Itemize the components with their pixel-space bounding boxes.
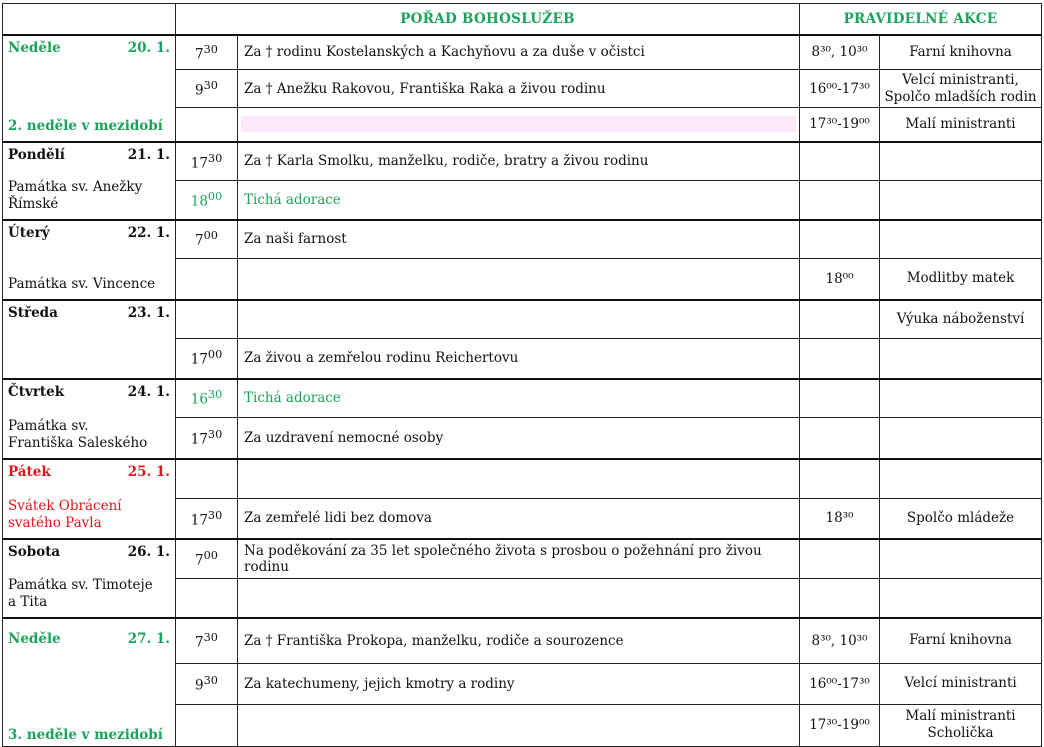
table-row	[3, 300, 1042, 339]
day-cell-tuesday	[3, 220, 176, 300]
event-time	[800, 142, 880, 181]
schedule-table	[2, 3, 1042, 747]
event-name	[880, 459, 1042, 499]
header-row	[3, 4, 1042, 35]
day-cell-monday	[3, 142, 176, 220]
table-row	[3, 142, 1042, 181]
day-name: Sobota	[8, 543, 61, 560]
mass-intention: Za katechumeny, jejich kmotry a rodiny	[238, 664, 800, 705]
day-name: Čtvrtek	[8, 383, 65, 400]
mass-intention	[238, 107, 800, 141]
event-time	[800, 379, 880, 418]
mass-time: $9^{30}$	[176, 664, 238, 705]
event-time: 8³⁰, 10³⁰	[800, 618, 880, 664]
table-row	[3, 220, 1042, 259]
day-note: Památka sv. Timoteje a Tita	[8, 576, 153, 610]
event-time	[800, 338, 880, 378]
day-date: 22. 1.	[127, 224, 170, 241]
day-cell-wednesday	[3, 300, 176, 379]
mass-time: $17^{00}$	[176, 338, 238, 378]
event-name	[880, 579, 1042, 618]
day-cell-sunday-20	[3, 35, 176, 142]
mass-intention: Tichá adorace	[238, 181, 800, 220]
event-name	[880, 142, 1042, 181]
day-name: Středa	[8, 304, 58, 321]
event-time	[800, 220, 880, 259]
mass-intention: Na poděkování za 35 let společného života s prosbou o požehnání pro živou rodinu	[238, 539, 800, 579]
event-name	[880, 338, 1042, 378]
event-name	[880, 539, 1042, 579]
day-note: 3. neděle v mezidobí	[8, 726, 163, 743]
day-date: 21. 1.	[127, 146, 170, 163]
event-time: 16⁰⁰-17³⁰	[800, 664, 880, 705]
header-empty-cell	[3, 4, 176, 35]
event-name: Malí ministranti	[880, 107, 1042, 141]
event-name: Modlitby matek	[880, 258, 1042, 299]
day-cell-sunday-27	[3, 618, 176, 747]
mass-intention	[238, 300, 800, 339]
event-name: Velcí ministranti	[880, 664, 1042, 705]
mass-time: $17^{30}$	[176, 142, 238, 181]
mass-time: $7^{00}$	[176, 220, 238, 259]
mass-time: $7^{30}$	[176, 35, 238, 70]
event-time: 17³⁰-19⁰⁰	[800, 704, 880, 746]
mass-intention: Za † Karla Smolku, manželku, rodiče, bratry a živou rodinu	[238, 142, 800, 181]
event-name	[880, 417, 1042, 458]
event-time	[800, 300, 880, 339]
mass-time: $7^{00}$	[176, 539, 238, 579]
mass-time	[176, 258, 238, 299]
day-date: 20. 1.	[127, 39, 170, 56]
mass-time	[176, 300, 238, 339]
mass-time: $18^{00}$	[176, 181, 238, 220]
event-time	[800, 459, 880, 499]
day-date: 25. 1.	[127, 463, 170, 480]
day-note: Památka sv. Anežky Římské	[8, 178, 143, 212]
event-name	[880, 379, 1042, 418]
day-date: 26. 1.	[127, 543, 170, 560]
event-time: 18⁰⁰	[800, 258, 880, 299]
event-name: Farní knihovna	[880, 618, 1042, 664]
event-name: Spolčo mládeže	[880, 499, 1042, 539]
mass-time: $17^{30}$	[176, 499, 238, 539]
day-note: 2. neděle v mezidobí	[8, 117, 163, 134]
day-cell-thursday	[3, 379, 176, 459]
event-time	[800, 539, 880, 579]
mass-intention	[238, 459, 800, 499]
day-note: Svátek Obrácení svatého Pavla	[8, 497, 122, 531]
mass-time	[176, 459, 238, 499]
event-time	[800, 579, 880, 618]
event-name: Farní knihovna	[880, 35, 1042, 70]
day-name: Pátek	[8, 463, 51, 480]
table-row	[3, 35, 1042, 70]
event-name	[880, 181, 1042, 220]
mass-intention	[238, 258, 800, 299]
day-name: Neděle	[8, 39, 61, 56]
day-cell-saturday	[3, 539, 176, 618]
regular-events-header: PRAVIDELNÉ AKCE	[800, 4, 1042, 35]
event-time	[800, 417, 880, 458]
event-time: 18³⁰	[800, 499, 880, 539]
mass-intention: Za † rodinu Kostelanských a Kachyňovu a za duše v očistci	[238, 35, 800, 70]
event-time: 16⁰⁰-17³⁰	[800, 70, 880, 107]
mass-intention	[238, 704, 800, 746]
mass-intention: Za živou a zemřelou rodinu Reichertovu	[238, 338, 800, 378]
mass-intention: Za † Františka Prokopa, manželku, rodiče a sourozence	[238, 618, 800, 664]
table-row	[3, 618, 1042, 664]
day-name: Pondělí	[8, 146, 65, 163]
table-row	[3, 459, 1042, 499]
event-time	[800, 181, 880, 220]
mass-time: $17^{30}$	[176, 417, 238, 458]
day-cell-friday	[3, 459, 176, 539]
event-name: Výuka náboženství	[880, 300, 1042, 339]
mass-time: $9^{30}$	[176, 70, 238, 107]
event-name: Velcí ministranti, Spolčo mladších rodin	[880, 70, 1042, 107]
program-header: POŘAD BOHOSLUŽEB	[176, 4, 800, 35]
day-note: Památka sv. Vincence	[8, 275, 156, 292]
mass-intention: Tichá adorace	[238, 379, 800, 418]
mass-intention	[238, 579, 800, 618]
event-time: 17³⁰-19⁰⁰	[800, 107, 880, 141]
mass-time: $16^{30}$	[176, 379, 238, 418]
mass-time	[176, 704, 238, 746]
event-name	[880, 220, 1042, 259]
mass-time	[176, 107, 238, 141]
day-name: Neděle	[8, 630, 61, 647]
table-row	[3, 539, 1042, 579]
mass-intention: Za naši farnost	[238, 220, 800, 259]
day-note: Památka sv. Františka Saleského	[8, 417, 148, 451]
highlight-bar	[241, 116, 796, 132]
table-row	[3, 379, 1042, 418]
mass-time	[176, 579, 238, 618]
mass-intention: Za zemřelé lidi bez domova	[238, 499, 800, 539]
day-date: 27. 1.	[127, 630, 170, 647]
mass-intention: Za uzdravení nemocné osoby	[238, 417, 800, 458]
day-date: 23. 1.	[127, 304, 170, 321]
mass-time: $7^{30}$	[176, 618, 238, 664]
day-name: Úterý	[8, 224, 50, 241]
event-name: Malí ministranti Scholička	[880, 704, 1042, 746]
day-date: 24. 1.	[127, 383, 170, 400]
mass-intention: Za † Anežku Rakovou, Františka Raka a živou rodinu	[238, 70, 800, 107]
event-time: 8³⁰, 10³⁰	[800, 35, 880, 70]
